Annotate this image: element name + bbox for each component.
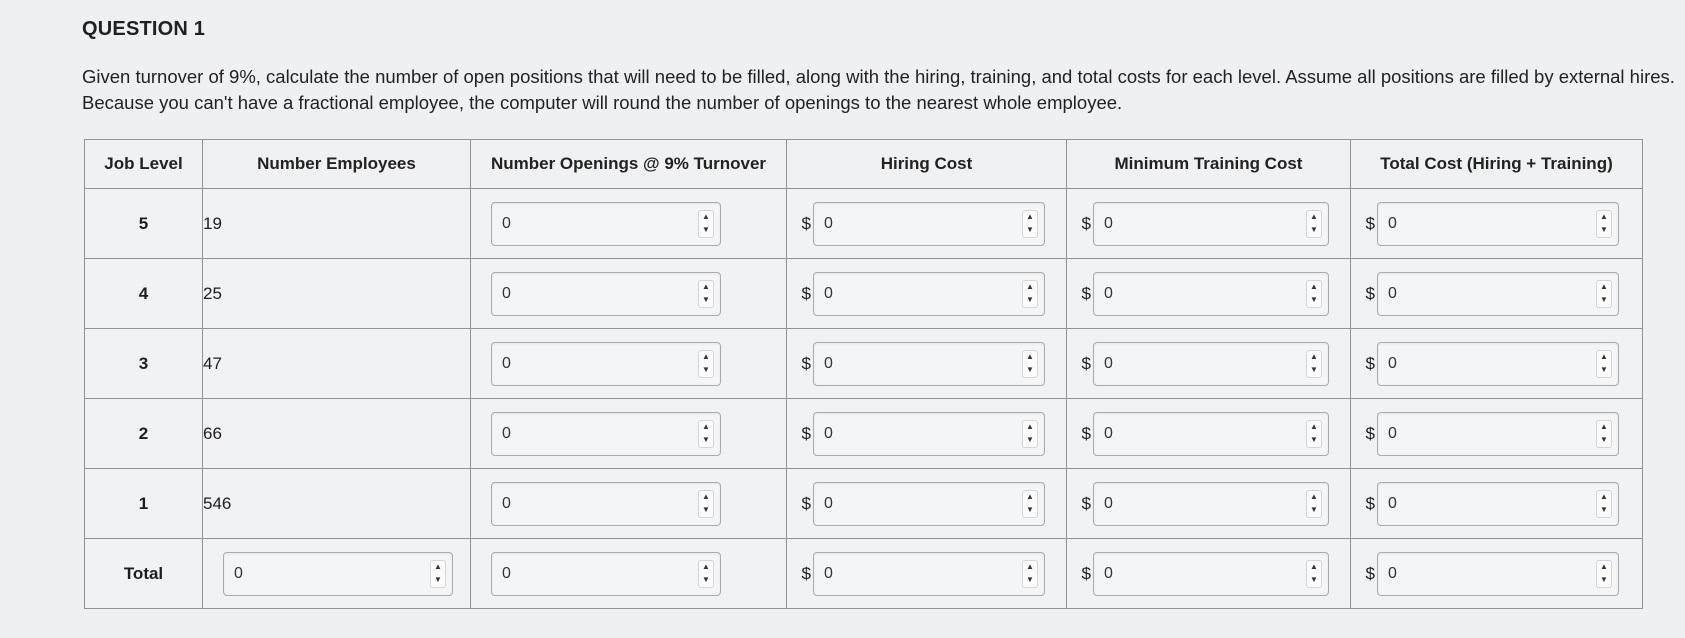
openings-input-value: 0 xyxy=(502,424,511,442)
spinner-arrows[interactable] xyxy=(1022,350,1038,378)
spinner-up-icon[interactable]: ▲ xyxy=(1026,562,1034,571)
hiring-cost-input-value: 0 xyxy=(824,424,833,442)
spinner-down-icon[interactable]: ▼ xyxy=(1026,505,1034,514)
spinner-down-icon[interactable]: ▼ xyxy=(1310,435,1318,444)
employees-cell: 47 xyxy=(203,329,471,399)
spinner-arrows[interactable] xyxy=(1306,560,1322,588)
spinner-down-icon[interactable]: ▼ xyxy=(1310,225,1318,234)
hiring-cost-input-value: 0 xyxy=(824,214,833,232)
total-cost-input-value: 0 xyxy=(1388,284,1397,302)
spinner-arrows[interactable] xyxy=(1596,560,1612,588)
spinner-up-icon[interactable]: ▲ xyxy=(1026,492,1034,501)
header-number-employees: Number Employees xyxy=(203,140,471,189)
spinner-up-icon[interactable]: ▲ xyxy=(702,562,710,571)
openings-input[interactable] xyxy=(491,272,721,316)
spinner-arrows[interactable] xyxy=(698,490,714,518)
currency-symbol: $ xyxy=(1365,353,1375,373)
currency-symbol: $ xyxy=(1365,493,1375,513)
spinner-arrows[interactable] xyxy=(1596,490,1612,518)
spinner-down-icon[interactable]: ▼ xyxy=(1026,295,1034,304)
spinner-down-icon[interactable]: ▼ xyxy=(702,575,710,584)
spinner-arrows[interactable] xyxy=(698,560,714,588)
currency-symbol: $ xyxy=(1081,493,1091,513)
total-cost-input[interactable] xyxy=(1377,342,1619,386)
spinner-up-icon[interactable]: ▲ xyxy=(702,282,710,291)
spinner-up-icon[interactable]: ▲ xyxy=(434,562,442,571)
total-cost-input-value: 0 xyxy=(1388,354,1397,372)
spinner-up-icon[interactable]: ▲ xyxy=(1600,492,1608,501)
spinner-up-icon[interactable]: ▲ xyxy=(1310,492,1318,501)
employees-cell: 66 xyxy=(203,399,471,469)
spinner-down-icon[interactable]: ▼ xyxy=(1026,575,1034,584)
table-header-row xyxy=(85,140,1643,189)
spinner-arrows[interactable] xyxy=(698,280,714,308)
training-cost-input[interactable] xyxy=(1093,412,1329,456)
spinner-arrows[interactable] xyxy=(1596,420,1612,448)
spinner-down-icon[interactable]: ▼ xyxy=(702,225,710,234)
total-openings-input-value: 0 xyxy=(502,564,511,582)
spinner-up-icon[interactable]: ▲ xyxy=(1600,212,1608,221)
question-text: Given turnover of 9%, calculate the number of open positions that will need to be filled, along with the hiring, training, and total costs for each level. Assume all positions are filled by external hires. Because you can't have a fractional employee, the computer will round the number of openings to the nearest whole employee. xyxy=(82,66,1675,113)
spinner-arrows[interactable] xyxy=(430,560,446,588)
currency-symbol: $ xyxy=(801,283,811,303)
spinner-arrows[interactable] xyxy=(1306,350,1322,378)
spinner-up-icon[interactable]: ▲ xyxy=(1310,562,1318,571)
currency-symbol: $ xyxy=(1081,563,1091,583)
spinner-down-icon[interactable]: ▼ xyxy=(1026,435,1034,444)
spinner-up-icon[interactable]: ▲ xyxy=(1310,282,1318,291)
spinner-up-icon[interactable]: ▲ xyxy=(702,422,710,431)
total-label: Total xyxy=(85,539,203,609)
hiring-cost-input[interactable] xyxy=(813,272,1045,316)
training-cost-input-value: 0 xyxy=(1104,494,1113,512)
openings-input[interactable] xyxy=(491,412,721,456)
training-cost-input-value: 0 xyxy=(1104,424,1113,442)
currency-symbol: $ xyxy=(801,493,811,513)
spinner-down-icon[interactable]: ▼ xyxy=(702,295,710,304)
table-total-row xyxy=(85,539,1643,609)
hiring-cost-input-value: 0 xyxy=(824,354,833,372)
total-cost-input[interactable] xyxy=(1377,482,1619,526)
spinner-down-icon[interactable]: ▼ xyxy=(434,575,442,584)
header-number-openings: Number Openings @ 9% Turnover xyxy=(471,140,787,189)
total-cost-input[interactable] xyxy=(1377,202,1619,246)
grand-total-cost-input[interactable] xyxy=(1377,552,1619,596)
job-level-cell: 5 xyxy=(85,189,203,259)
spinner-arrows[interactable] xyxy=(1596,350,1612,378)
currency-symbol: $ xyxy=(801,423,811,443)
spinner-arrows[interactable] xyxy=(1022,210,1038,238)
currency-symbol: $ xyxy=(801,213,811,233)
openings-input[interactable] xyxy=(491,342,721,386)
table-row xyxy=(85,329,1643,399)
spinner-arrows[interactable] xyxy=(698,210,714,238)
job-level-cell: 3 xyxy=(85,329,203,399)
currency-symbol: $ xyxy=(1081,213,1091,233)
openings-input-value: 0 xyxy=(502,284,511,302)
currency-symbol: $ xyxy=(1081,283,1091,303)
header-training-cost: Minimum Training Cost xyxy=(1067,140,1351,189)
cost-table xyxy=(84,139,1643,609)
total-hiring-cost-input-value: 0 xyxy=(824,564,833,582)
currency-symbol: $ xyxy=(1081,423,1091,443)
total-openings-input[interactable] xyxy=(491,552,721,596)
total-training-cost-input-value: 0 xyxy=(1104,564,1113,582)
spinner-up-icon[interactable]: ▲ xyxy=(1310,352,1318,361)
spinner-up-icon[interactable]: ▲ xyxy=(1600,352,1608,361)
spinner-down-icon[interactable]: ▼ xyxy=(1600,295,1608,304)
training-cost-input[interactable] xyxy=(1093,482,1329,526)
currency-symbol: $ xyxy=(1365,213,1375,233)
training-cost-input[interactable] xyxy=(1093,272,1329,316)
currency-symbol: $ xyxy=(1365,423,1375,443)
job-level-cell: 2 xyxy=(85,399,203,469)
total-cost-input[interactable] xyxy=(1377,272,1619,316)
training-cost-input-value: 0 xyxy=(1104,284,1113,302)
currency-symbol: $ xyxy=(1365,563,1375,583)
spinner-up-icon[interactable]: ▲ xyxy=(1310,422,1318,431)
spinner-arrows[interactable] xyxy=(1022,280,1038,308)
spinner-arrows[interactable] xyxy=(1306,420,1322,448)
job-level-cell: 1 xyxy=(85,469,203,539)
currency-symbol: $ xyxy=(801,563,811,583)
question-title: QUESTION 1 xyxy=(82,18,206,40)
hiring-cost-input-value: 0 xyxy=(824,494,833,512)
spinner-up-icon[interactable]: ▲ xyxy=(1600,282,1608,291)
table-row xyxy=(85,259,1643,329)
openings-input-value: 0 xyxy=(502,214,511,232)
employees-cell: 546 xyxy=(203,469,471,539)
training-cost-input-value: 0 xyxy=(1104,354,1113,372)
spinner-arrows[interactable] xyxy=(1022,420,1038,448)
spinner-down-icon[interactable]: ▼ xyxy=(1310,575,1318,584)
currency-symbol: $ xyxy=(1081,353,1091,373)
spinner-down-icon[interactable]: ▼ xyxy=(702,435,710,444)
spinner-down-icon[interactable]: ▼ xyxy=(1310,505,1318,514)
header-job-level: Job Level xyxy=(85,140,203,189)
table-row xyxy=(85,399,1643,469)
spinner-up-icon[interactable]: ▲ xyxy=(1310,212,1318,221)
header-total-cost: Total Cost (Hiring + Training) xyxy=(1351,140,1643,189)
spinner-up-icon[interactable]: ▲ xyxy=(1026,422,1034,431)
table-row xyxy=(85,469,1643,539)
grand-total-cost-input-value: 0 xyxy=(1388,564,1397,582)
spinner-down-icon[interactable]: ▼ xyxy=(702,505,710,514)
total-cost-input-value: 0 xyxy=(1388,214,1397,232)
spinner-up-icon[interactable]: ▲ xyxy=(1600,422,1608,431)
spinner-down-icon[interactable]: ▼ xyxy=(1600,435,1608,444)
total-employees-input-value: 0 xyxy=(234,564,243,582)
training-cost-input[interactable] xyxy=(1093,342,1329,386)
hiring-cost-input[interactable] xyxy=(813,412,1045,456)
currency-symbol: $ xyxy=(801,353,811,373)
job-level-cell: 4 xyxy=(85,259,203,329)
spinner-down-icon[interactable]: ▼ xyxy=(1026,365,1034,374)
spinner-down-icon[interactable]: ▼ xyxy=(1600,505,1608,514)
employees-cell: 19 xyxy=(203,189,471,259)
hiring-cost-input[interactable] xyxy=(813,202,1045,246)
total-cost-input[interactable] xyxy=(1377,412,1619,456)
table-row xyxy=(85,189,1643,259)
currency-symbol: $ xyxy=(1365,283,1375,303)
header-hiring-cost: Hiring Cost xyxy=(787,140,1067,189)
training-cost-input[interactable] xyxy=(1093,202,1329,246)
spinner-arrows[interactable] xyxy=(1306,490,1322,518)
spinner-arrows[interactable] xyxy=(1306,210,1322,238)
openings-input-value: 0 xyxy=(502,354,511,372)
spinner-up-icon[interactable]: ▲ xyxy=(702,352,710,361)
hiring-cost-input-value: 0 xyxy=(824,284,833,302)
spinner-up-icon[interactable]: ▲ xyxy=(1026,282,1034,291)
spinner-arrows[interactable] xyxy=(698,420,714,448)
total-hiring-cost-input[interactable] xyxy=(813,552,1045,596)
spinner-arrows[interactable] xyxy=(698,350,714,378)
spinner-arrows[interactable] xyxy=(1022,490,1038,518)
spinner-arrows[interactable] xyxy=(1596,210,1612,238)
total-cost-input-value: 0 xyxy=(1388,424,1397,442)
openings-input[interactable] xyxy=(491,202,721,246)
spinner-down-icon[interactable]: ▼ xyxy=(1600,365,1608,374)
training-cost-input-value: 0 xyxy=(1104,214,1113,232)
spinner-down-icon[interactable]: ▼ xyxy=(1310,365,1318,374)
total-employees-input[interactable] xyxy=(223,552,453,596)
total-training-cost-input[interactable] xyxy=(1093,552,1329,596)
spinner-down-icon[interactable]: ▼ xyxy=(1600,225,1608,234)
spinner-up-icon[interactable]: ▲ xyxy=(1600,562,1608,571)
spinner-down-icon[interactable]: ▼ xyxy=(1026,225,1034,234)
openings-input[interactable] xyxy=(491,482,721,526)
hiring-cost-input[interactable] xyxy=(813,342,1045,386)
hiring-cost-input[interactable] xyxy=(813,482,1045,526)
spinner-arrows[interactable] xyxy=(1306,280,1322,308)
spinner-down-icon[interactable]: ▼ xyxy=(702,365,710,374)
spinner-up-icon[interactable]: ▲ xyxy=(702,212,710,221)
openings-input-value: 0 xyxy=(502,494,511,512)
spinner-up-icon[interactable]: ▲ xyxy=(1026,212,1034,221)
spinner-up-icon[interactable]: ▲ xyxy=(702,492,710,501)
spinner-arrows[interactable] xyxy=(1022,560,1038,588)
spinner-down-icon[interactable]: ▼ xyxy=(1310,295,1318,304)
spinner-arrows[interactable] xyxy=(1596,280,1612,308)
total-cost-input-value: 0 xyxy=(1388,494,1397,512)
spinner-up-icon[interactable]: ▲ xyxy=(1026,352,1034,361)
spinner-down-icon[interactable]: ▼ xyxy=(1600,575,1608,584)
employees-cell: 25 xyxy=(203,259,471,329)
